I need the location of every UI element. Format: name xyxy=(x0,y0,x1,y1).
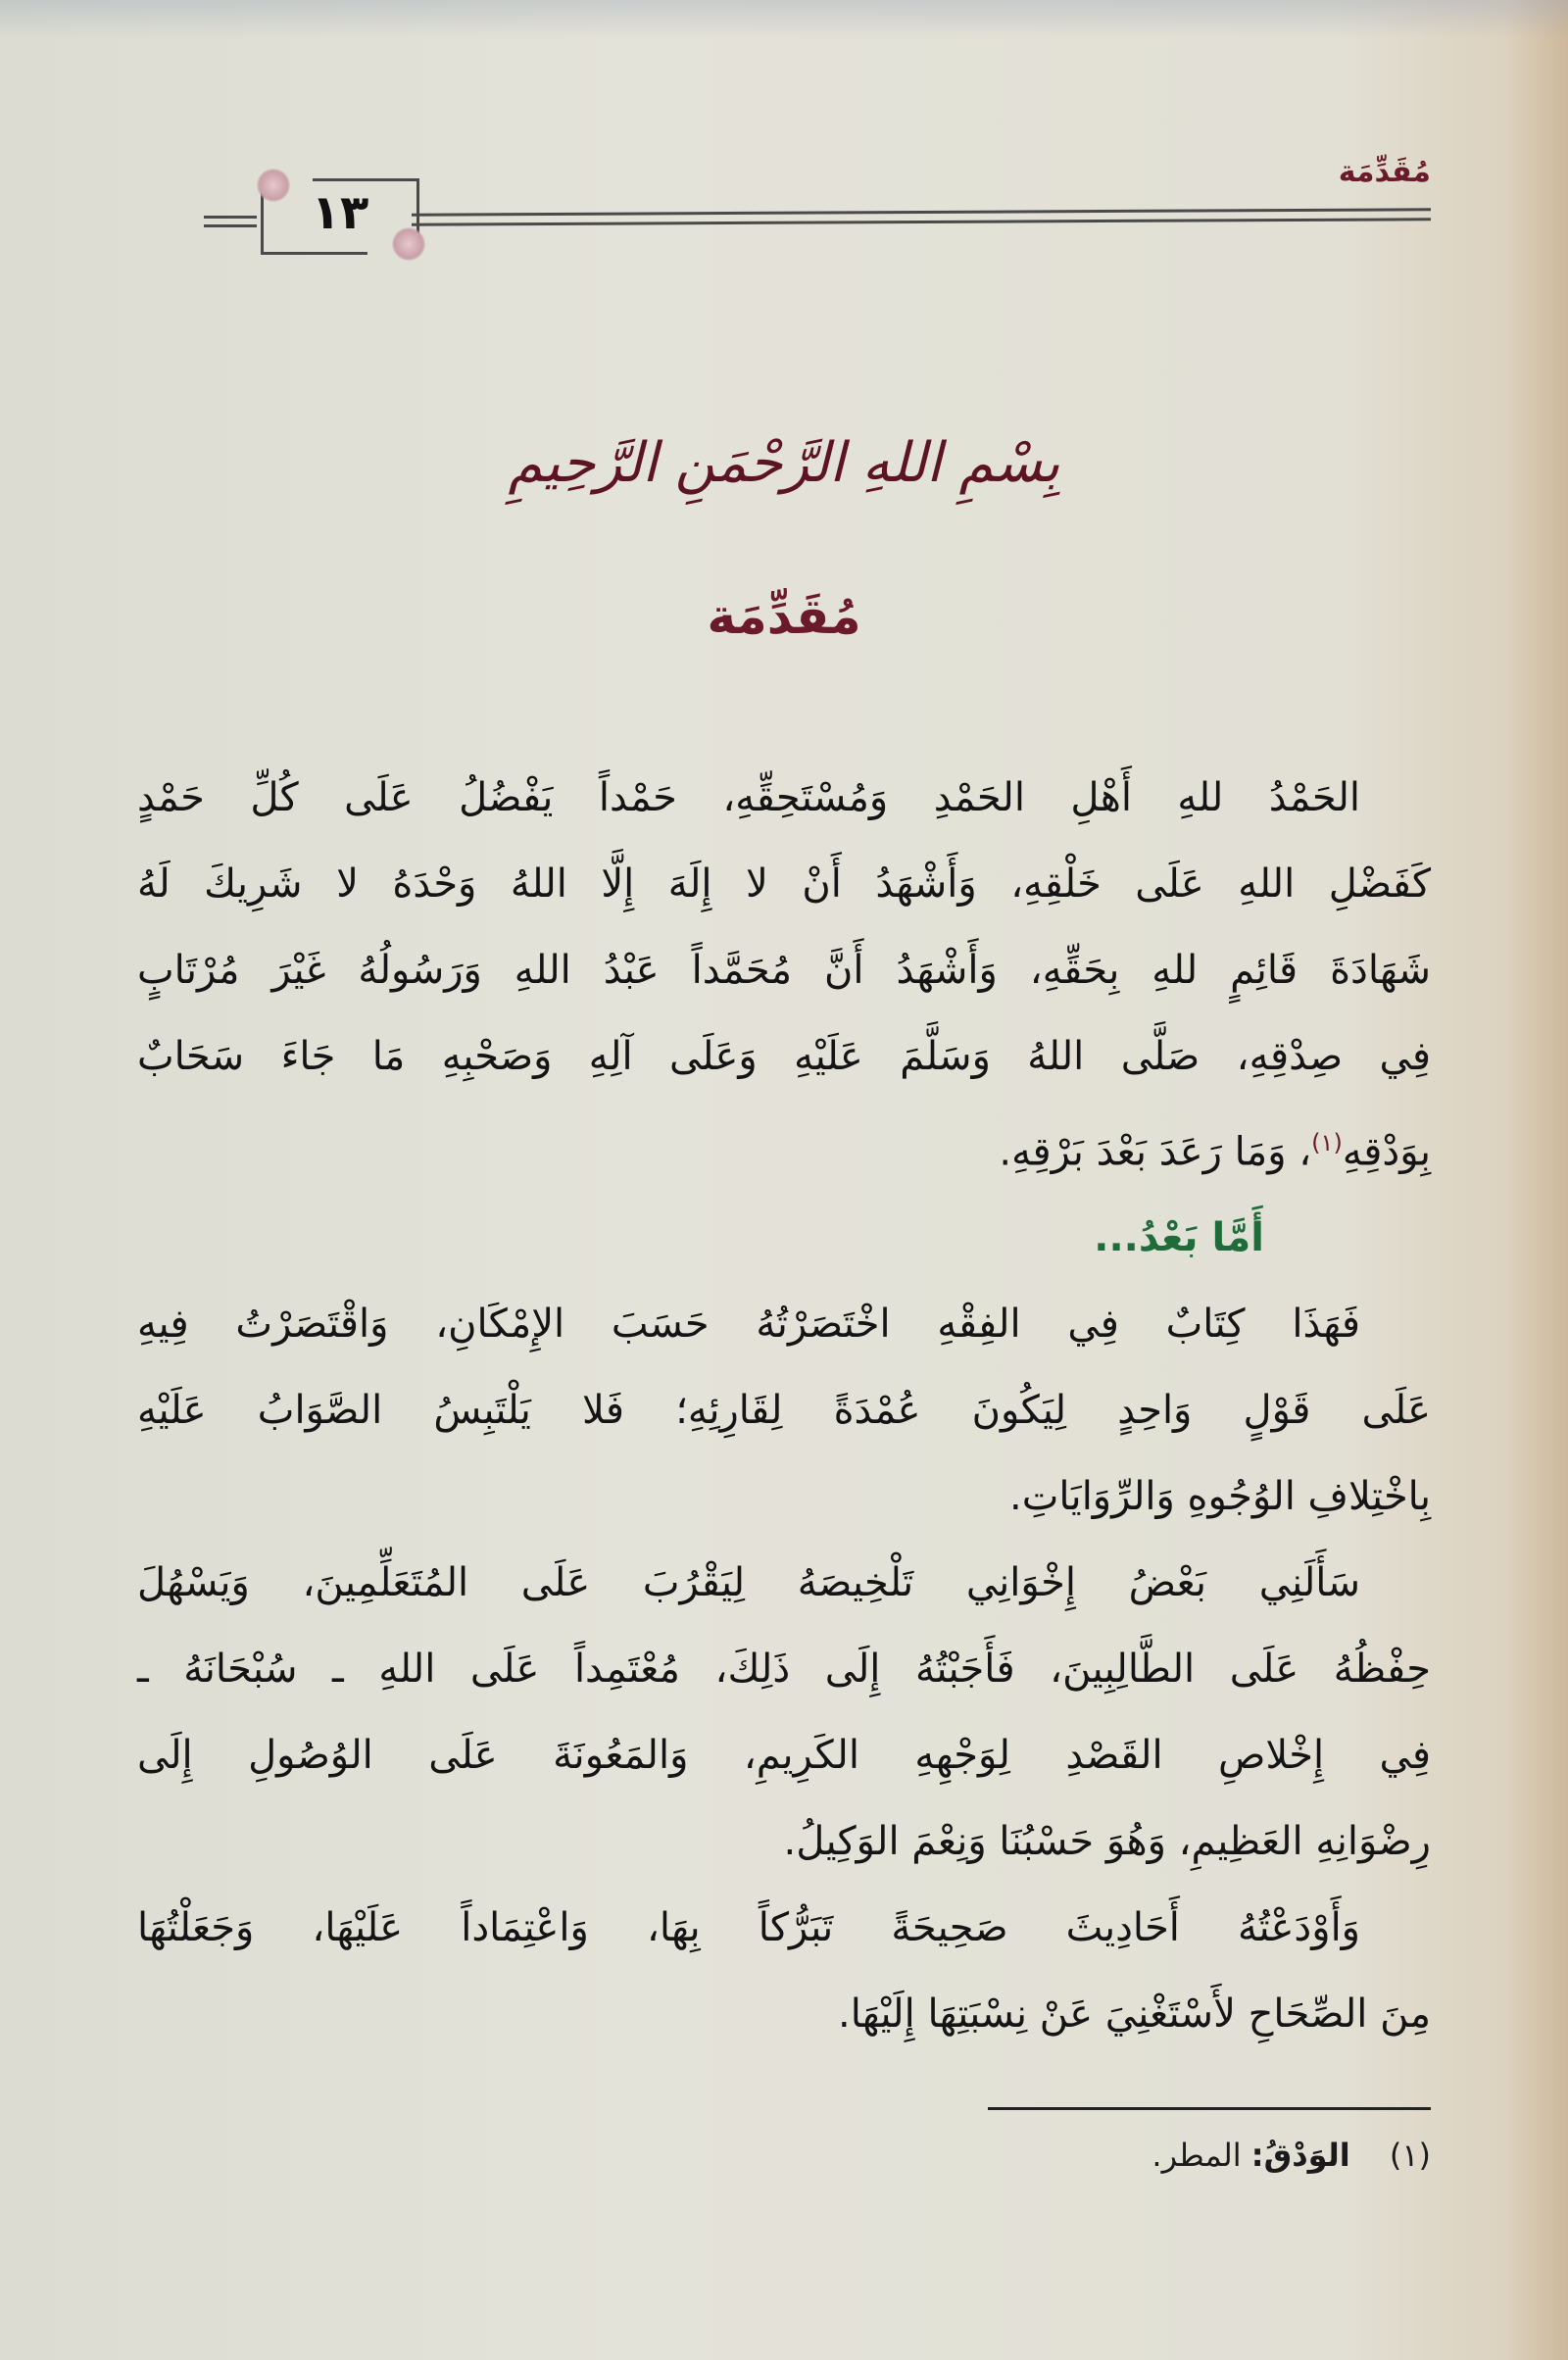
footnote-reference[interactable]: (١) xyxy=(1311,1129,1343,1156)
basmala-calligraphy: بِسْمِ اللهِ الرَّحْمَنِ الرَّحِيمِ xyxy=(508,431,1060,495)
amma-bad-heading: أَمَّا بَعْدُ... xyxy=(1094,1215,1264,1261)
text-fragment: ، وَمَا رَعَدَ بَعْدَ بَرْقِهِ. xyxy=(999,1129,1312,1175)
footnote-number: (١) xyxy=(1389,2137,1431,2174)
text-line: الحَمْدُ للهِ أَهْلِ الحَمْدِ وَمُسْتَحِقِّهِ، حَمْداً يَفْضُلُ عَلَى كُلِّ حَمْدٍ xyxy=(137,775,1360,820)
text-line: رِضْوَانِهِ العَظِيمِ، وَهُوَ حَسْبُنَا وَنِعْمَ الوَكِيلُ. xyxy=(783,1819,1431,1865)
footnote-separator xyxy=(988,2107,1431,2110)
page-number: ١٣ xyxy=(311,185,369,240)
text-line: كَفَضْلِ اللهِ عَلَى خَلْقِهِ، وَأَشْهَدُ أَنْ لا إِلَهَ إِلَّا اللهُ وَحْدَهُ لا شَرِيكَ لَهُ xyxy=(137,861,1431,907)
text-line: فِي إِخْلاصِ القَصْدِ لِوَجْهِهِ الكَرِيمِ، وَالمَعُونَةَ عَلَى الوُصُولِ إِلَى xyxy=(137,1733,1431,1779)
footnote-term: الوَدْقُ: xyxy=(1250,2137,1350,2174)
footnote-definition: المطر. xyxy=(1152,2137,1242,2174)
body-text xyxy=(137,755,1431,2057)
text-fragment: بِوَدْقِهِ xyxy=(1342,1129,1431,1175)
text-line: فَهَذَا كِتَابٌ فِي الفِقْهِ اخْتَصَرْتُهُ حَسَبَ الإِمْكَانِ، وَاقْتَصَرْتُ فِيهِ xyxy=(137,1302,1360,1348)
header-double-rule xyxy=(412,211,1431,224)
rose-ornament-icon xyxy=(392,227,425,261)
text-line xyxy=(137,1100,1431,1195)
text-line: عَلَى قَوْلٍ وَاحِدٍ لِيَكُونَ عُمْدَةً لِقَارِئِهِ؛ فَلا يَلْتَبِسُ الصَّوَابُ عَلَيْهِ xyxy=(137,1388,1431,1434)
text-line: سَأَلَنِي بَعْضُ إِخْوَانِي تَلْخِيصَهُ لِيَقْرُبَ عَلَى المُتَعَلِّمِينَ، وَيَسْهُلَ xyxy=(137,1560,1360,1606)
running-header-title: مُقَدِّمَة xyxy=(1338,155,1431,189)
rose-ornament-icon xyxy=(257,169,290,202)
footnote xyxy=(1152,2137,1431,2174)
text-line: فِي صِدْقِهِ، صَلَّى اللهُ وَسَلَّمَ عَلَيْهِ وَعَلَى آلِهِ وَصَحْبِهِ مَا جَاءَ سَحَابٌ xyxy=(137,1034,1431,1079)
text-line: وَأَوْدَعْتُهُ أَحَادِيثَ صَحِيحَةً تَبَرُّكاً بِهَا، وَاعْتِمَاداً عَلَيْهَا، وَجَعَلْتُهَا xyxy=(137,1905,1360,1951)
text-line: حِفْظُهُ عَلَى الطَّالِبِينَ، فَأَجَبْتُهُ إِلَى ذَلِكَ، مُعْتَمِداً عَلَى اللهِ ـ سُبْحَانَهُ ـ xyxy=(137,1647,1431,1693)
chapter-title: مُقَدِّمَة xyxy=(707,588,861,645)
text-line: شَهَادَةَ قَائِمٍ للهِ بِحَقِّهِ، وَأَشْهَدُ أَنَّ مُحَمَّداً عَبْدُ اللهِ وَرَسُولُهُ غَيْرَ مُرْتَابٍ xyxy=(137,948,1431,993)
text-line: بِاخْتِلافِ الوُجُوهِ وَالرِّوَايَاتِ. xyxy=(1009,1474,1431,1520)
text-line: مِنَ الصِّحَاحِ لأَسْتَغْنِيَ عَنْ نِسْبَتِهَا إِلَيْهَا. xyxy=(838,1991,1431,2038)
header-double-rule-short xyxy=(204,216,257,227)
